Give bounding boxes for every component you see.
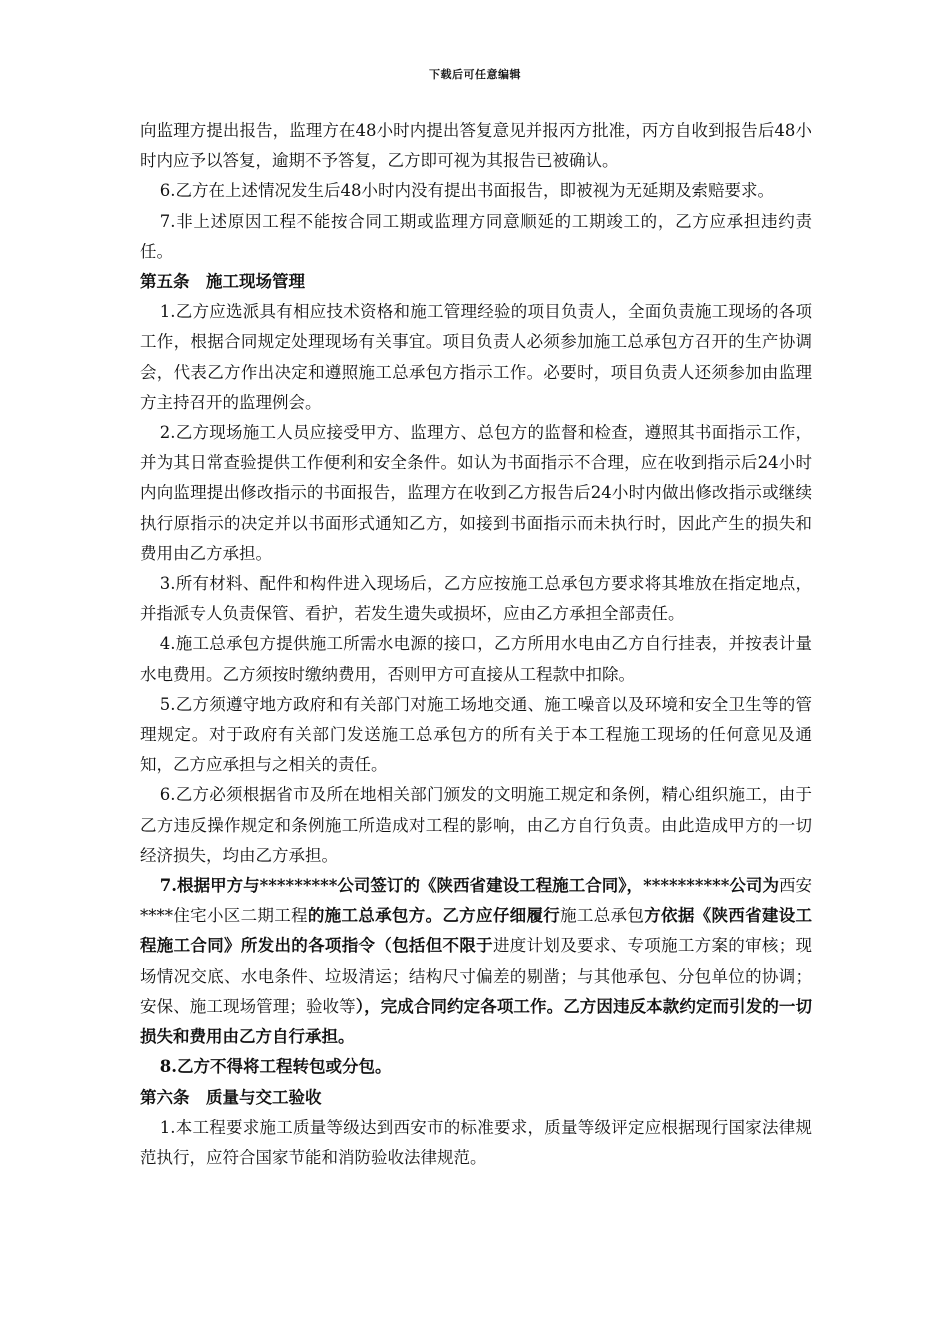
item7-part-5: 方依据《陕西省建设工程施工合同》所发出的各项指令（包括但不限于	[140, 906, 813, 956]
article5-title: 施工现场管理	[206, 272, 305, 292]
article5-item-6: 6.乙方必须根据省市及所在地相关部门颁发的文明施工规定和条例，精心组织施工，由于乙方违反操作规定和条例施工所造成对工程的影响，由乙方自行负责。由此造成甲方的一切经济损失，均由乙方承担。	[140, 785, 812, 865]
article5-number: 第五条	[140, 272, 190, 292]
article4-item-6: 6.乙方在上述情况发生后48小时内没有提出书面报告，即被视为无延期及索赔要求。	[159, 181, 775, 201]
article5-item-2: 2.乙方现场施工人员应接受甲方、监理方、总包方的监督和检查，遵照其书面指示工作，并为其日常查验提供工作便利和安全条件。如认为书面指示不合理，应在收到指示后24小时内向监理提出修改指示的书面报告，监理方在收到乙方报告后24小时内做出修改指示或继续执行原指示的决定并以书面形式通知乙方，如接到书面指示而未执行时，因此产生的损失和费用由乙方承担。	[140, 423, 812, 563]
item7-part-1: 7.根据甲方与*********公司签订的《陕西省建设工程施工合同》，**********公司为	[159, 876, 779, 896]
article6-heading	[140, 1083, 812, 1113]
article5-item-8: 8.乙方不得将工程转包或分包。	[159, 1057, 392, 1077]
article6-title: 质量与交工验收	[206, 1087, 322, 1107]
article6-item-1: 1.本工程要求施工质量等级达到西安市的标准要求，质量等级评定应根据现行国家法律规范执行，应符合国家节能和消防验收法律规范。	[140, 1117, 812, 1167]
article4-item-7: 7.非上述原因工程不能按合同工期或监理方同意顺延的工期竣工的，乙方应承担违约责任。	[140, 211, 812, 261]
item7-part-3: 的施工总承包方。乙方应仔细履行	[307, 906, 561, 926]
article6-number: 第六条	[140, 1087, 190, 1107]
article5-item-1: 1.乙方应选派具有相应技术资格和施工管理经验的项目负责人，全面负责施工现场的各项工作，根据合同规定处理现场有关事宜。项目负责人必须参加施工总承包方召开的生产协调会，代表乙方作出决定和遵照施工总承包方指示工作。必要时，项目负责人还须参加由监理方主持召开的监理例会。	[140, 302, 812, 412]
article5-item-7	[140, 871, 812, 1052]
article5-item-3: 3.所有材料、配件和构件进入现场后，乙方应按施工总承包方要求将其堆放在指定地点，并指派专人负责保管、看护，若发生遗失或损坏，应由乙方承担全部责任。	[140, 574, 812, 624]
item7-part-7: ），完成合同约定各项工作。乙方因违反本款约定而引发的一切损失和费用由乙方自行承担。	[140, 996, 812, 1047]
article5-item-5: 5.乙方须遵守地方政府和有关部门对施工场地交通、施工噪音以及环境和安全卫生等的管理规定。对于政府有关部门发送施工总承包方的所有关于本工程施工现场的任何意见及通知，乙方应承担与之相关的责任。	[140, 694, 812, 775]
paragraph-continued: 向监理方提出报告，监理方在48小时内提出答复意见并报丙方批准，丙方自收到报告后48小时内应予以答复，逾期不予答复，乙方即可视为其报告已被确认。	[140, 121, 812, 171]
page-header-note: 下载后可任意编辑	[429, 68, 521, 81]
item7-part-4: 施工总承包	[560, 906, 645, 926]
document-body	[140, 116, 812, 1173]
article5-item-4: 4.施工总承包方提供施工所需水电源的接口，乙方所用水电由乙方自行挂表，并按表计量水电费用。乙方须按时缴纳费用，否则甲方可直接从工程款中扣除。	[140, 634, 812, 684]
item7-part-6: 进度计划及要求、专项施工方案的审核；现场情况交底、水电条件、垃圾清运；结构尺寸偏差的剔凿；与其他承包、分包单位的协调；安保、施工现场管理；验收等	[140, 936, 813, 1016]
item7-part-2: 西安****住宅小区二期工程	[140, 876, 813, 926]
article5-heading	[140, 267, 812, 297]
